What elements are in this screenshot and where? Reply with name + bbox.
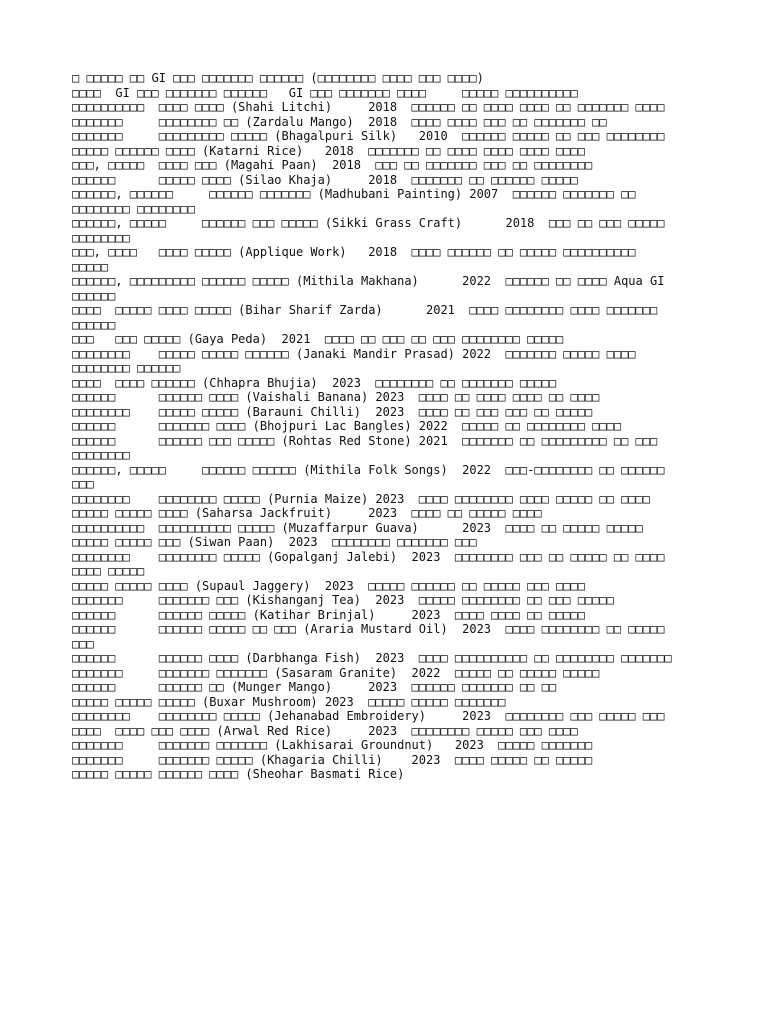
text-line: □□□□□ □□□□□ □□□ (Siwan Paan) 2023 □□□□□□□□ □□□□□□□ □□□ — [72, 535, 477, 549]
text-line: □□□□□□□ □□□□□□□□□ □□□□□ (Bhagalpuri Silk) 2010 □□□□□□ □□□□□ □□ □□□ □□□□□□□□ — [72, 129, 665, 143]
text-line: □□□ — [72, 636, 94, 651]
text-line: □□□ □□□ □□□□□ (Gaya Peda) 2021 □□□□ □□ □□□ □□ □□□ □□□□□□□□ □□□□□ — [72, 332, 564, 346]
document-page — [72, 71, 712, 782]
text-line: □□□□□ — [72, 259, 109, 274]
text-line: □□□□□□ □□□□□□ □□□ □□□□□ (Rohtas Red Stone) 2021 □□□□□□□ □□ □□□□□□□□□ □□ □□□ — [72, 433, 658, 448]
text-line: □ □□□□□ □□ GI □□□ □□□□□□□ □□□□□□ (□□□□□□□□ □□□□ □□□ □□□□) — [72, 71, 484, 85]
text-line: □□□ — [72, 477, 94, 491]
text-line: □□□□□□□□ □□□□□□□□ □□□□□ (Jehanabad Embroidery) 2023 □□□□□□□□ □□□ □□□□□ □□□ — [72, 709, 665, 723]
text-line: □□□□□□ □□□□□□ □□ (Munger Mango) 2023 □□□□□□ □□□□□□□ □□ □□ — [72, 680, 557, 694]
text-line: □□□□□□ □□□□□□ □□□□ (Vaishali Banana) 2023 □□□□ □□ □□□□ □□□□ □□ □□□□ — [72, 390, 600, 404]
text-line: □□□□□□□□ — [72, 448, 130, 462]
text-line: □□□□□□□□□□ □□□□ □□□□ (Shahi Litchi) 2018 □□□□□□ □□ □□□□ □□□□ □□ □□□□□□□ □□□□ — [72, 100, 665, 114]
text-line: □□□□ □□□□ □□□□□□ (Chhapra Bhujia) 2023 □□□□□□□□ □□ □□□□□□□ □□□□□ — [72, 375, 557, 390]
text-line: □□□□□□□□ — [72, 230, 130, 245]
text-line: □□□□□□ □□□□□ □□□□ (Silao Khaja) 2018 □□□□□□□ □□ □□□□□□ □□□□□ — [72, 172, 578, 187]
text-line: □□□□ □□□□□ — [72, 564, 145, 578]
text-line: □□□□□□□□ □□□□□□□□ □□□□□ (Gopalganj Jalebi) 2023 □□□□□□□□ □□□ □□ □□□□□ □□ □□□□ — [72, 549, 665, 564]
text-line: □□□□□□ — [72, 317, 116, 332]
text-line: □□□□□□ □□□□□□ □□□□ (Darbhanga Fish) 2023 □□□□ □□□□□□□□□□ □□ □□□□□□□□ □□□□□□□ — [72, 651, 672, 665]
text-line: □□□□□□□ □□□□□□□ □□□□□□□ (Sasaram Granite) 2022 □□□□□ □□ □□□□□ □□□□□ — [72, 665, 600, 680]
text-line: □□□□□ □□□□□ □□□□ (Supaul Jaggery) 2023 □□□□□ □□□□□□ □□ □□□□□ □□□ □□□□ — [72, 578, 585, 593]
text-line: □□□□□ □□□□□□ □□□□ (Katarni Rice) 2018 □□□□□□□ □□ □□□□ □□□□ □□□□ □□□□ — [72, 143, 585, 158]
text-line: □□□□□□□□□□ □□□□□□□□□□ □□□□□ (Muzaffarpur Guava) 2023 □□□□ □□ □□□□□ □□□□□ — [72, 520, 643, 535]
text-line: □□□□□□ □□□□□□ □□□□□ □□ □□□ (Araria Mustard Oil) 2023 □□□□ □□□□□□□□ □□ □□□□□ — [72, 622, 665, 636]
text-line: □□□□□□□ □□□□□□□ □□□ (Kishanganj Tea) 2023 □□□□□ □□□□□□□□ □□ □□□ □□□□□ — [72, 593, 614, 607]
text-line: □□□□□□□ □□□□□□□ □□□□□ (Khagaria Chilli) 2023 □□□□ □□□□□ □□ □□□□□ — [72, 752, 593, 767]
text-line: □□□□□□□□ □□□□□□ — [72, 361, 181, 375]
text-line: □□□□□□, □□□□□ □□□□□□ □□□ □□□□□ (Sikki Grass Craft) 2018 □□□ □□ □□□ □□□□□ — [72, 216, 665, 230]
text-line: □□□□□ □□□□□ □□□□□ (Buxar Mushroom) 2023 □□□□□ □□□□□ □□□□□□□ — [72, 694, 506, 709]
text-line: □□□□ □□□□ □□□ □□□□ (Arwal Red Rice) 2023 □□□□□□□□ □□□□□ □□□ □□□□ — [72, 723, 578, 738]
text-line: □□□□□□□ □□□□□□□□ □□ (Zardalu Mango) 2018 □□□□ □□□□ □□□ □□ □□□□□□□ □□ — [72, 114, 607, 129]
text-line: □□□□□□ □□□□□□ □□□□□ (Katihar Brinjal) 2023 □□□□ □□□□ □□ □□□□□ — [72, 607, 585, 622]
text-line: □□□□□□ — [72, 288, 116, 303]
text-line: □□□□ □□□□□ □□□□ □□□□□ (Bihar Sharif Zarda) 2021 □□□□ □□□□□□□□ □□□□ □□□□□□□ — [72, 303, 658, 317]
text-line: □□□□□□, □□□□□□□□□ □□□□□□ □□□□□ (Mithila Makhana) 2022 □□□□□□ □□ □□□□ Aqua GI — [72, 274, 665, 288]
text-line: □□□□□□, □□□□□□ □□□□□□ □□□□□□□ (Madhubani Painting) 2007 □□□□□□ □□□□□□□ □□ — [72, 187, 636, 201]
text-line: □□□□□□□□ □□□□□ □□□□□ □□□□□□ (Janaki Mandir Prasad) 2022 □□□□□□□ □□□□□ □□□□ — [72, 346, 636, 361]
text-line: □□□□□ □□□□□ □□□□□□ □□□□ (Sheohar Basmati Rice) — [72, 767, 405, 781]
text-line: □□□□□ □□□□□ □□□□ (Saharsa Jackfruit) 2023 □□□□ □□ □□□□□ □□□□ — [72, 506, 542, 520]
text-line: □□□□□□, □□□□□ □□□□□□ □□□□□□ (Mithila Folk Songs) 2022 □□□-□□□□□□□□ □□ □□□□□□ — [72, 462, 665, 477]
text-line: □□□□ GI □□□ □□□□□□□ □□□□□□ GI □□□ □□□□□□□ □□□□ □□□□□ □□□□□□□□□□ — [72, 85, 578, 100]
text-line: □□□□□□□□ □□□□□ □□□□□ (Barauni Chilli) 2023 □□□□ □□ □□□ □□□ □□ □□□□□ — [72, 404, 593, 419]
text-line: □□□□□□ □□□□□□□ □□□□ (Bhojpuri Lac Bangles) 2022 □□□□□ □□ □□□□□□□□ □□□□ — [72, 419, 622, 433]
text-line: □□□, □□□□□ □□□□ □□□ (Magahi Paan) 2018 □□□ □□ □□□□□□□ □□□ □□ □□□□□□□□ — [72, 158, 593, 172]
text-line: □□□, □□□□ □□□□ □□□□□ (Applique Work) 2018 □□□□ □□□□□□ □□ □□□□□ □□□□□□□□□□ — [72, 245, 636, 259]
text-line: □□□□□□□□ □□□□□□□□ — [72, 201, 195, 216]
text-line: □□□□□□□□ □□□□□□□□ □□□□□ (Purnia Maize) 2023 □□□□ □□□□□□□□ □□□□ □□□□□ □□ □□□□ — [72, 491, 650, 506]
text-line: □□□□□□□ □□□□□□□ □□□□□□□ (Lakhisarai Groundnut) 2023 □□□□□ □□□□□□□ — [72, 738, 593, 752]
